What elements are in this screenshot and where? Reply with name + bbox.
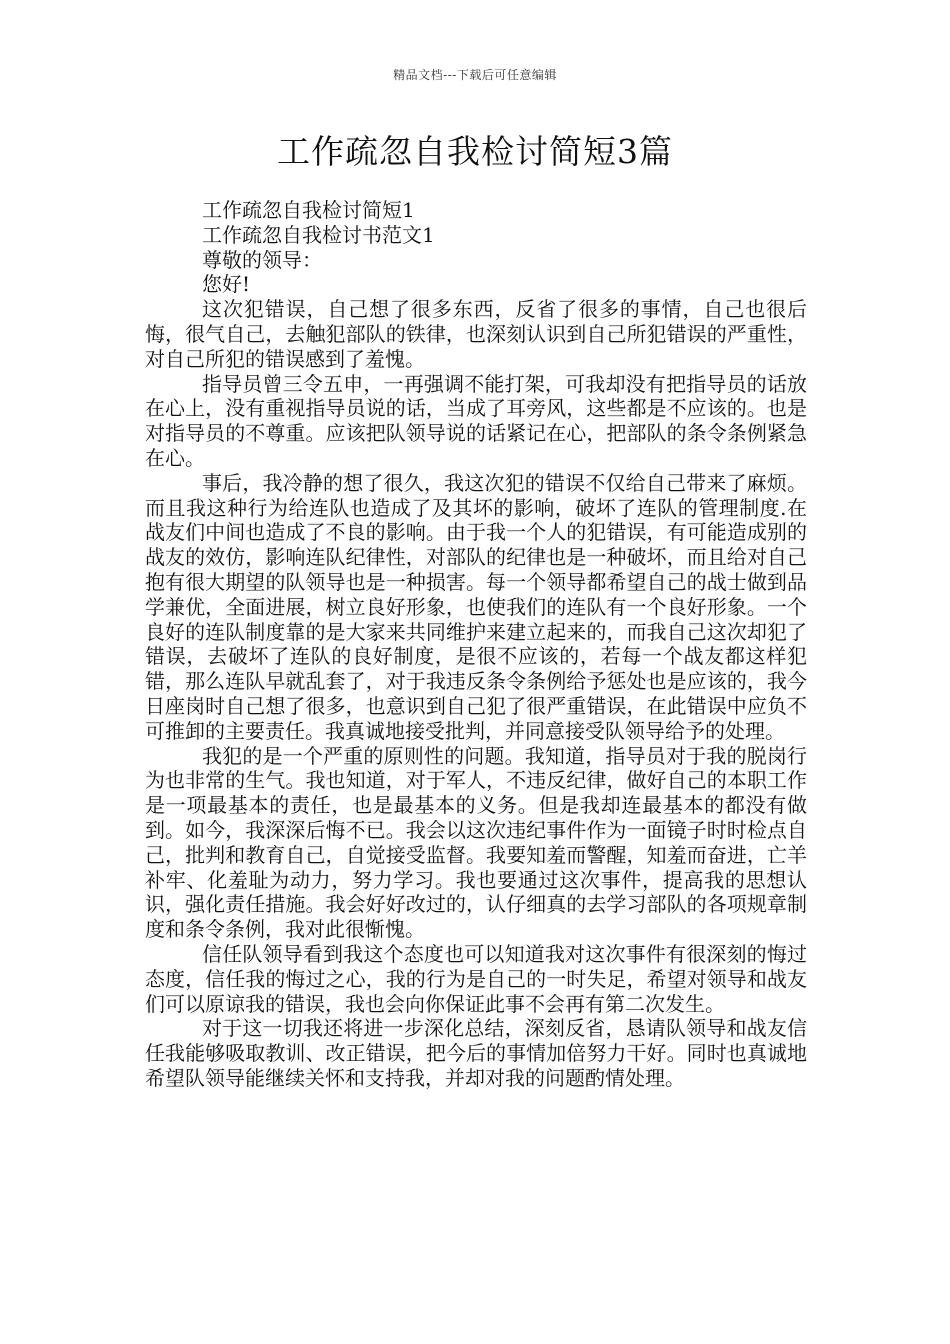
body-paragraph: 对于这一切我还将进一步深化总结，深刻反省，恳请队领导和战友信任我能够吸取教训、改正错误，把今后的事情加倍努力干好。同时也真诚地希望队领导能继续关怀和支持我，并却对我的问题酌情处理。 (145, 1016, 807, 1090)
subsection-heading: 工作疏忽自我检讨书范文1 (202, 222, 435, 247)
body-paragraph: 我犯的是一个严重的原则性的问题。我知道，指导员对于我的脱岗行为也非常的生气。我也知道，对于军人，不违反纪律，做好自己的本职工作是一项最基本的责任，也是最基本的义务。但是我却连最基本的都没有做到。如今，我深深后悔不已。我会以这次违纪事件作为一面镜子时时检点自己，批判和教育自己，自觉接受监督。我要知羞而警醒，知羞而奋进，亡羊补牢、化羞耻为动力，努力学习。我也要通过这次事件，提高我的思想认识，强化责任措施。我会好好改过的，认仔细真的去学习部队的各项规章制度和条令条例，我对此很惭愧。 (145, 743, 807, 942)
body-paragraph: 事后，我冷静的想了很久，我这次犯的错误不仅给自己带来了麻烦。而且我这种行为给连队也造成了及其坏的影响，破坏了连队的管理制度.在战友们中间也造成了不良的影响。由于我一个人的犯错误，有可能造成别的战友的效仿，影响连队纪律性，对部队的纪律也是一种破坏，而且给对自己抱有很大期望的队领导也是一种损害。每一个领导都希望自己的战士做到品学兼优，全面进展，树立良好形象，也使我们的连队有一个良好形象。一个良好的连队制度靠的是大家来共同维护来建立起来的，而我自己这次却犯了错误，去破坏了连队的良好制度，是很不应该的，若每一个战友都这样犯错，那么连队早就乱套了，对于我违反条令条例给予惩处也是应该的，我今日座岗时自己想了很多，也意识到自己犯了很严重错误，在此错误中应负不可推卸的主要责任。我真诚地接受批判，并同意接受队领导给予的处理。 (145, 470, 807, 743)
body-paragraph: 信任队领导看到我这个态度也可以知道我对这次事件有很深刻的悔过态度，信任我的悔过之心，我的行为是自己的一时失足，希望对领导和战友们可以原谅我的错误，我也会向你保证此事不会再有第二次发生。 (145, 941, 807, 1016)
body-paragraph: 这次犯错误，自己想了很多东西，反省了很多的事情，自己也很后悔，很气自己，去触犯部队的铁律，也深刻认识到自己所犯错误的严重性，对自己所犯的错误感到了羞愧。 (145, 297, 807, 371)
salutation: 尊敬的领导： (202, 247, 322, 272)
body-paragraph: 指导员曾三令五申，一再强调不能打架，可我却没有把指导员的话放在心上，没有重视指导员说的话，当成了耳旁风，这些都是不应该的。也是对指导员的不尊重。应该把队领导说的话紧记在心，把部队的条令条例紧急在心。 (145, 371, 807, 470)
header-note: 精品文档---下载后可任意编辑 (393, 68, 557, 82)
section-heading: 工作疏忽自我检讨简短1 (202, 198, 415, 222)
document-title: 工作疏忽自我检讨简短3篇 (277, 132, 673, 171)
document-body (145, 198, 807, 1091)
greeting: 您好! (202, 272, 251, 297)
